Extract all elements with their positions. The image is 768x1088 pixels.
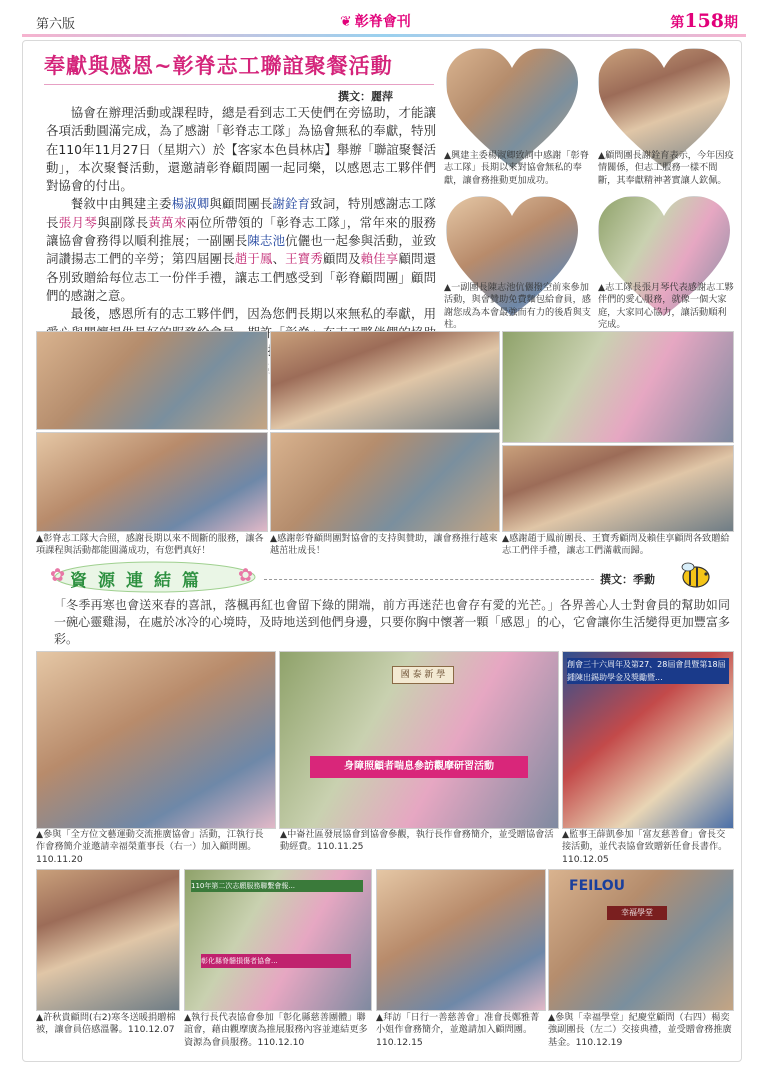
building-sign: 國 泰 新 學 [392,666,454,684]
section-author: 撰文：季勳 [600,573,655,586]
bottom-caption-3: ▲監事王薛凱參加「富友慈善會」會長交接活動，並代表協會致贈新任會長書作。110.12.05 [562,829,728,865]
publication-logo: ❦ 彰脊會刊 [340,14,411,30]
header-rule [22,34,746,37]
activity-banner: 身障照顧者喘息參訪觀摩研習活動 [310,756,528,778]
title-underline [44,84,434,85]
issue-number: 第158期 [670,10,738,32]
photo-gift-bags-1 [502,331,734,443]
photo-gift-bags-2 [502,445,734,532]
page-number-label: 第六版 [36,17,76,32]
photo-community-visit [279,651,559,829]
flower-icon-right: ✿ [238,565,254,586]
article-paragraph-2: 餐敘中由興建主委楊淑卿與顧問團長謝銓育致詞，特別感謝志工隊長張月琴與副隊長黃萬來兩位所帶領的「彰脊志工隊」，常年來的服務讓協會會務得以順利推展；一副團長陳志池伉儷也一起參與活動，並致詞讚揚志工們的辛勞；第四屆團長趙于鳳、王寶秀顧問及賴佳享顧問還各別致贈給每位志工一份伴手禮，讓志工們感受到「彰脊顧問團」顧問們的感謝之意。 [46,196,437,303]
photo-caption-3: ▲感謝趙于鳳前團長、王寶秀顧問及賴佳享顧問各致贈給志工們伴手禮，讓志工們滿載而歸。 [502,533,730,557]
photo-caption-1: ▲彰脊志工隊大合照，感謝長期以來不間斷的服務，讓各項課程與活動都能圓滿成功，有您們真好！ [36,533,264,557]
bottom-caption-6: ▲拜訪「日行一善慈善會」准會長鄭雅菁小姐作會務簡介，並邀請加入顧問團。110.12.15 [376,1012,540,1048]
bottom-caption-7: ▲參與「幸福學堂」紀慶堂顧問（右四）楊奕強副團長（左二）交接典禮，並受贈會務推廣基金。110.12.19 [548,1012,732,1048]
article-author: 撰文：麗萍 [338,90,393,103]
heart-caption-4: ▲志工隊長張月琴代表感謝志工夥伴們的愛心服務，就像一個大家庭，大家同心協力，讓活動順利完成。 [598,282,734,331]
feilou-sign: FEILOU [569,878,626,894]
photo-happiness-school [548,869,734,1011]
section-title: 資源連結篇 [70,571,210,591]
photo-caption-2: ▲感謝彰脊顧問團對協會的支持與贊助，讓會務推行越來越茁壯成長！ [270,533,498,557]
section-quote: 「冬季再寒也會送來春的喜訊，落楓再紅也會留下綠的開端，前方再迷茫也會存有愛的光芒。」各界善心人士對會員的幫助如同一碗心靈雞湯，在處於冰冷的心境時，及時地送到他們身邊，只要你胸中懷著一顆「感恩」的心，它會讓你生活變得更加豐富多彩。 [54,598,730,646]
article-title: 奉獻與感恩~彰脊志工聯誼聚餐活動 [44,53,393,78]
meeting-banner: 110年第二次志願服務聯繫會報... [191,880,363,892]
bee-mascot-icon [676,560,716,590]
photo-advisors-dinner-1 [270,331,500,430]
bottom-caption-4: ▲許秋貴顧問(右2)寒冬送暖捐贈棉被，讓會員倍感溫馨。110.12.07 [36,1012,176,1036]
article-paragraph-3: 最後，感恩所有的志工夥伴們，因為您們長期以來無私的奉獻，用 [70,306,436,322]
photo-advisors-dinner-2 [270,432,500,532]
association-banner: 彰化縣脊髓損傷者協會... [201,954,351,968]
photo-arts-association [36,651,276,829]
bottom-caption-1: ▲參與「全方位文藝運動交流推廣協會」活動，江執行長作會務簡介並邀請幸福榮董事長（右一）加入顧問團。 110.11.20 [36,829,264,865]
article-paragraph-1: 協會在辦理活動或課程時，總是看到志工天使們在旁協助，才能讓各項活動圓滿完成，為了感謝「彰脊志工隊」為協會無私的奉獻，特別在110年11月27日（星期六）於【客家本色員林店】舉辦「聯誼聚餐活動」，本次聚餐活動，還邀請彰脊顧問團一起同樂，以感恩志工夥伴們對協會的付出。 [46,105,436,194]
page-header [22,10,746,34]
heart-caption-2: ▲顧問團長謝銓育表示，今年因疫情關係，但志工服務一樣不間斷，其奉獻精神著實讓人欽佩。 [598,150,734,186]
photo-volunteer-group-1 [36,331,268,430]
photo-blanket-donation [36,869,180,1011]
section-divider [264,579,594,580]
photo-charity-meeting [184,869,372,1011]
heart-logo-icon: ❦ [340,14,352,30]
heart-caption-3: ▲一副團長陳志池伉儷撥空前來參加活動，與會贊助免費麵包給會員，感謝您成為本會最強而有力的後盾與支柱。 [444,282,591,331]
photo-charity-handover [562,651,734,829]
photo-volunteer-group-2 [36,432,268,532]
photo-charity-visit [376,869,546,1011]
bottom-caption-5: ▲執行長代表協會參加「彰化縣慈善團體」聯誼會，藉由觀摩廣為推展服務內容並連結更多資源為會員服務。110.12.10 [184,1012,368,1048]
school-sign: 幸福學堂 [607,906,667,920]
heart-caption-1: ▲興建主委楊淑卿致詞中感謝「彰脊志工隊」長期以來對協會無私的奉獻，讓會務推動更加成功。 [444,150,589,186]
bottom-caption-2: ▲中崙社區發展協會到協會參觀，執行長作會務簡介，並受贈協會活動經費。110.11.25 [280,829,554,853]
ceremony-banner: 創會三十六周年及第27、28屆會員暨第18屆鍾陳出錫助學金及獎勵暨... [567,658,729,684]
flower-icon-left: ✿ [50,565,66,586]
